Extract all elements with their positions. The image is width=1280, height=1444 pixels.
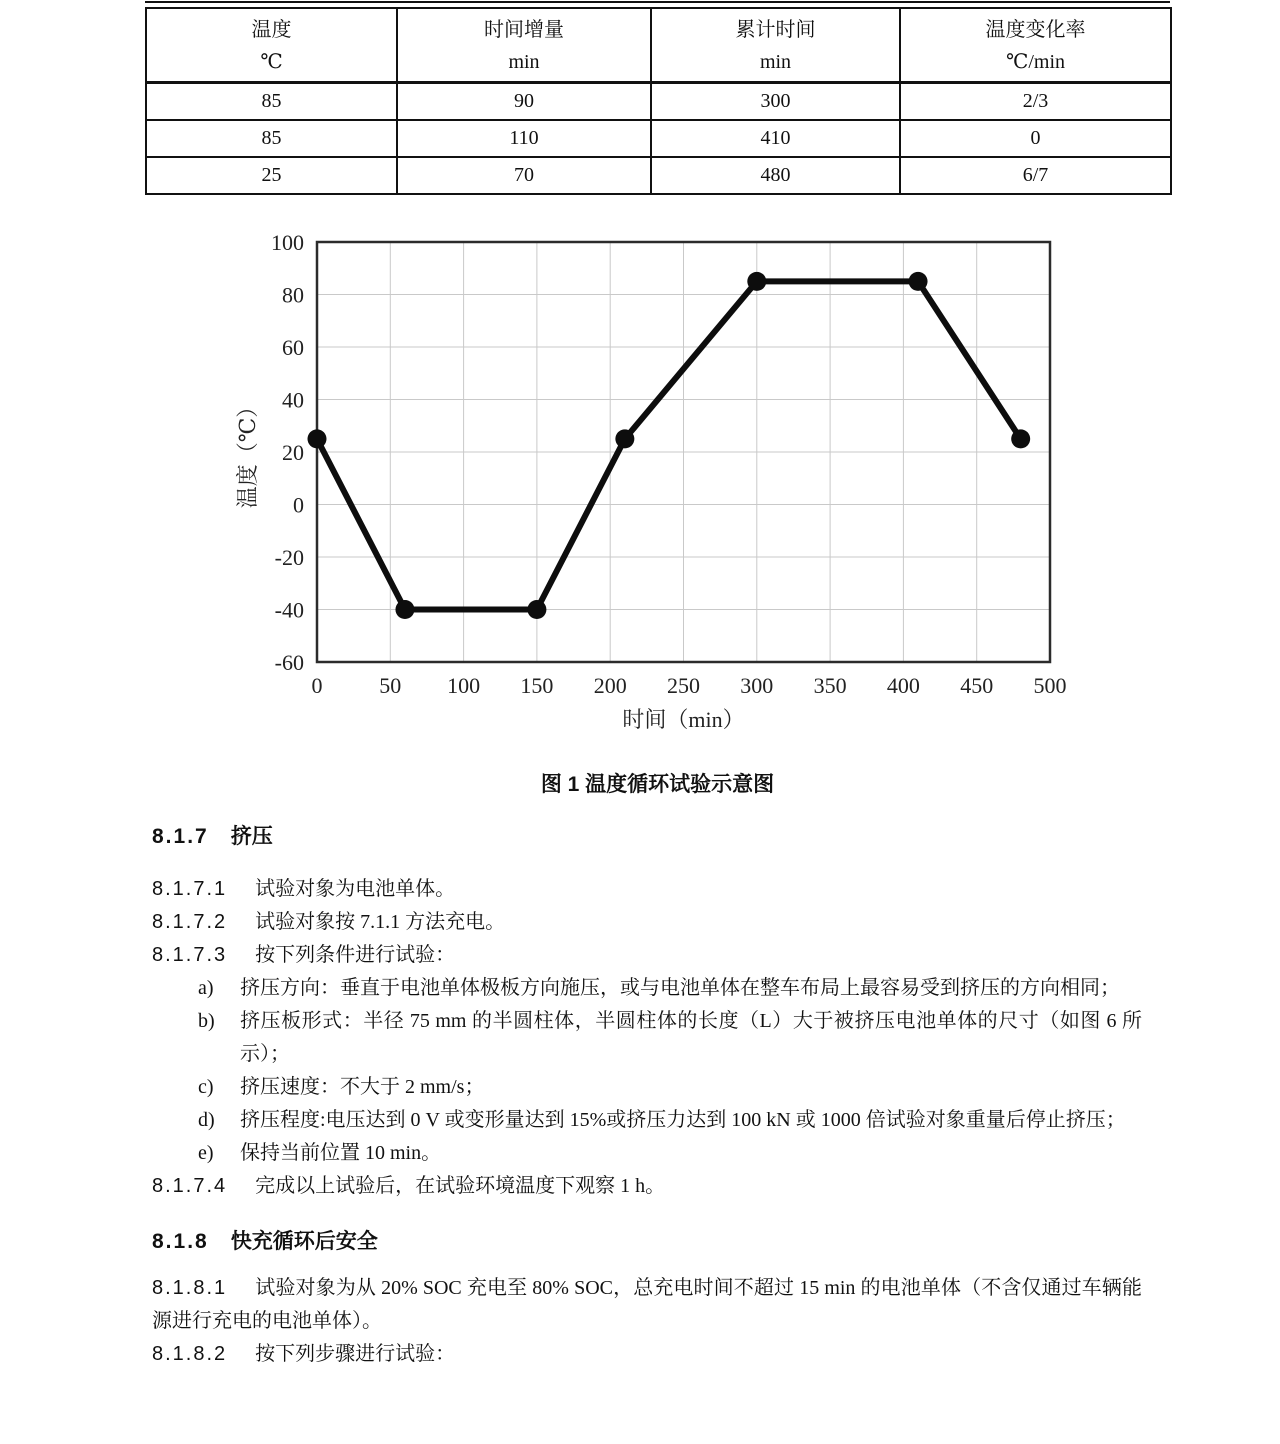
- table-header-cell: [900, 8, 1171, 83]
- table-cell: 85: [146, 83, 397, 121]
- item-label: c): [198, 1076, 214, 1098]
- figure-caption: 图 1 温度循环试验示意图: [540, 773, 775, 796]
- paragraph-text: 按下列条件进行试验：: [255, 944, 456, 966]
- table-header-cell: [397, 8, 651, 83]
- clause-number: 8.1.7.3: [152, 944, 228, 966]
- heading-8-1-7: [152, 820, 1142, 853]
- heading-8-1-8: [152, 1225, 1142, 1258]
- list-item-c: [152, 1071, 1142, 1104]
- paragraph-text: 试验对象为电池单体。: [255, 878, 456, 900]
- paragraph-text: 试验对象按 7.1.1 方法充电。: [255, 911, 506, 933]
- table-continuation-rule: [145, 1, 1170, 3]
- svg-text:500: 500: [1033, 673, 1067, 698]
- column-unit: ℃/min: [1005, 51, 1066, 73]
- paragraph-8-1-7-3: [152, 939, 1142, 972]
- clause-number: 8.1.8: [152, 1230, 209, 1253]
- paragraph-8-1-7-4: [152, 1170, 1142, 1203]
- table-cell: 410: [651, 120, 900, 157]
- svg-text:150: 150: [520, 673, 554, 698]
- paragraph-text: 按下列步骤进行试验：: [255, 1343, 456, 1365]
- svg-text:50: 50: [379, 673, 402, 698]
- table-header-cell: [146, 8, 397, 83]
- clause-number: 8.1.8.2: [152, 1343, 228, 1365]
- clause-title: 快充循环后安全: [230, 1230, 378, 1253]
- body-text: [152, 820, 1142, 1371]
- line-chart-canvas: [230, 235, 1090, 770]
- table-cell: 6/7: [900, 157, 1171, 194]
- table-cell: 85: [146, 120, 397, 157]
- svg-text:400: 400: [886, 673, 920, 698]
- table-cell: 2/3: [900, 83, 1171, 121]
- column-unit: min: [508, 51, 540, 73]
- paragraph-8-1-7-1: [152, 873, 1142, 906]
- svg-text:时间（min）: 时间（min）: [622, 707, 745, 732]
- svg-text:0: 0: [293, 492, 304, 518]
- svg-text:0: 0: [311, 673, 323, 698]
- column-unit: min: [759, 51, 792, 73]
- clause-number: 8.1.7.1: [152, 878, 228, 900]
- paragraph-8-1-7-2: [152, 906, 1142, 939]
- item-label: a): [198, 977, 214, 999]
- item-text: 挤压板形式：半径 75 mm 的半圆柱体，半圆柱体的长度（L）大于被挤压电池单体的尺寸（如图 6 所示）；: [240, 1010, 1142, 1065]
- temperature-cycle-chart: [230, 235, 1090, 770]
- svg-text:-20: -20: [274, 545, 304, 570]
- table-cell: 25: [146, 157, 397, 194]
- column-label: 时间增量: [484, 19, 564, 41]
- svg-text:-40: -40: [274, 597, 304, 623]
- svg-text:100: 100: [271, 235, 304, 255]
- svg-text:350: 350: [813, 673, 847, 698]
- table-cell: 300: [651, 83, 900, 121]
- column-label: 温度变化率: [985, 19, 1086, 41]
- table-cell: 90: [397, 83, 651, 121]
- svg-text:20: 20: [282, 440, 304, 465]
- item-text: 挤压程度:电压达到 0 V 或变形量达到 15%或挤压力达到 100 kN 或 1000 倍试验对象重量后停止挤压；: [240, 1109, 1126, 1131]
- table-cell: 480: [651, 157, 900, 194]
- clause-number: 8.1.7.4: [152, 1175, 228, 1197]
- svg-text:200: 200: [593, 673, 627, 698]
- column-label: 累计时间: [735, 19, 816, 41]
- item-label: b): [198, 1010, 215, 1032]
- clause-title: 挤压: [230, 825, 273, 848]
- list-item-d: [152, 1104, 1142, 1137]
- table-row: [146, 120, 1171, 157]
- item-text: 挤压方向：垂直于电池单体极板方向施压，或与电池单体在整车布局上最容易受到挤压的方向相同；: [240, 977, 1120, 999]
- table-header-row: [146, 8, 1171, 83]
- list-item-e: [152, 1137, 1142, 1170]
- paragraph-text: 完成以上试验后，在试验环境温度下观察 1 h。: [255, 1175, 666, 1197]
- svg-text:300: 300: [740, 673, 774, 698]
- item-text: 挤压速度：不大于 2 mm/s；: [240, 1076, 485, 1098]
- table-row: [146, 157, 1171, 194]
- svg-text:80: 80: [282, 282, 304, 308]
- item-label: d): [198, 1109, 215, 1131]
- list-item-a: [152, 972, 1142, 1005]
- list-item-b: [152, 1005, 1142, 1071]
- table-header-cell: [651, 8, 900, 83]
- clause-number: 8.1.8.1: [152, 1277, 228, 1299]
- table-row: [146, 83, 1171, 121]
- svg-text:-60: -60: [274, 650, 304, 675]
- item-text: 保持当前位置 10 min。: [240, 1142, 442, 1164]
- svg-text:100: 100: [447, 673, 481, 698]
- svg-text:40: 40: [282, 387, 304, 413]
- clause-number: 8.1.7: [152, 825, 209, 848]
- temperature-cycle-table: [145, 7, 1172, 195]
- item-label: e): [198, 1142, 214, 1164]
- table-cell: 0: [900, 120, 1171, 157]
- svg-text:250: 250: [667, 673, 700, 698]
- paragraph-8-1-8-2: [152, 1338, 1142, 1371]
- column-label: 温度: [251, 19, 292, 41]
- table-cell: 70: [397, 157, 651, 194]
- paragraph-8-1-8-1: [152, 1272, 1142, 1338]
- svg-text:温度（℃）: 温度（℃）: [235, 395, 260, 509]
- column-unit: ℃: [260, 51, 283, 73]
- table-cell: 110: [397, 120, 651, 157]
- paragraph-text: 试验对象为从 20% SOC 充电至 80% SOC，总充电时间不超过 15 min 的电池单体（不含仅通过车辆能源进行充电的电池单体）。: [152, 1277, 1142, 1332]
- svg-text:450: 450: [960, 673, 994, 698]
- clause-number: 8.1.7.2: [152, 911, 228, 933]
- svg-text:60: 60: [282, 335, 304, 360]
